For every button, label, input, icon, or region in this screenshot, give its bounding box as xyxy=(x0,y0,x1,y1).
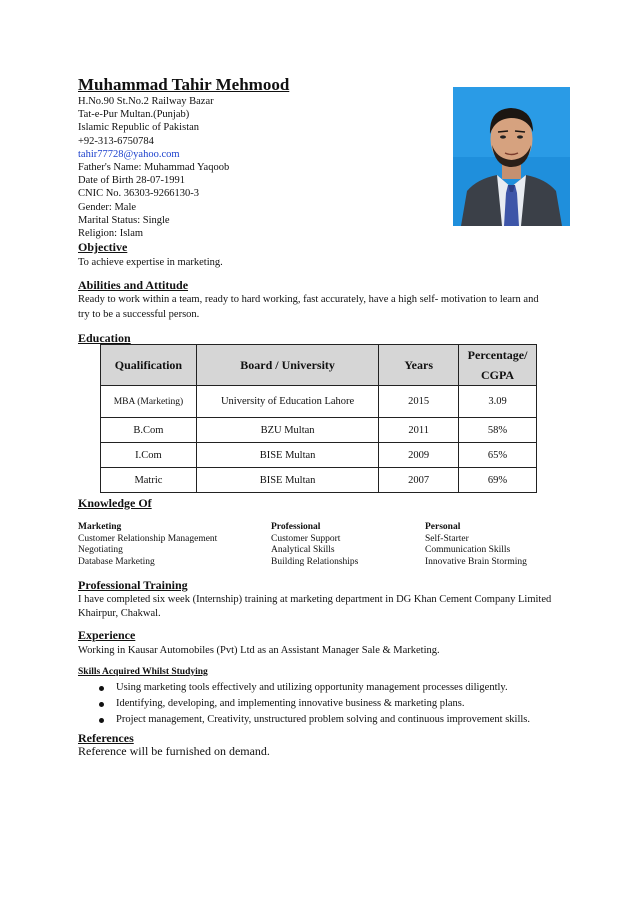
table-row xyxy=(101,443,537,468)
candidate-name: Muhammad Tahir Mehmood xyxy=(78,75,290,94)
list-item: Customer Relationship Management xyxy=(78,533,218,544)
training-line-1: I have completed six week (Internship) training at marketing department in DG Khan Cement Company Limited xyxy=(78,594,552,605)
table-row xyxy=(101,386,537,418)
skills-heading: Skills Acquired Whilst Studying xyxy=(78,667,208,677)
cell-year: 2009 xyxy=(379,443,459,468)
cell-score: 58% xyxy=(459,418,537,443)
skill-text: Project management, Creativity, unstructured problem solving and continuous improvement skills. xyxy=(116,714,530,725)
list-item: Database Marketing xyxy=(78,556,155,567)
list-item: Analytical Skills xyxy=(271,545,335,555)
cell-qualification: MBA (Marketing) xyxy=(101,386,197,418)
email-link[interactable]: tahir77728@yahoo.com xyxy=(78,148,180,160)
cell-board: BZU Multan xyxy=(196,418,378,443)
col-percentage-line-1: Percentage/ xyxy=(467,348,528,362)
knowledge-professional-title: Professional xyxy=(271,522,321,532)
education-heading: Education xyxy=(78,331,131,345)
training-heading: Professional Training xyxy=(78,578,188,592)
skill-text: Identifying, developing, and implementing innovative business & marketing plans. xyxy=(116,698,465,709)
bullet-icon xyxy=(99,718,104,723)
list-item: Customer Support xyxy=(271,533,341,544)
experience-heading: Experience xyxy=(78,628,136,642)
skill-text: Using marketing tools effectively and utilizing opportunity management processes diligently. xyxy=(116,682,508,693)
religion: Religion: Islam xyxy=(78,228,144,240)
list-item: Self-Starter xyxy=(425,533,469,544)
references-heading: References xyxy=(78,731,134,745)
col-qualification: Qualification xyxy=(101,345,197,386)
country: Islamic Republic of Pakistan xyxy=(78,122,200,134)
cell-score: 69% xyxy=(459,468,537,493)
list-item: Innovative Brain Storming xyxy=(425,556,527,567)
bullet-icon xyxy=(99,686,104,691)
profile-photo xyxy=(453,87,570,226)
date-of-birth: Date of Birth 28-07-1991 xyxy=(78,175,186,187)
list-item: Negotiating xyxy=(78,545,123,555)
objective-text: To achieve expertise in marketing. xyxy=(78,257,223,268)
address-line-2: Tat-e-Pur Multan.(Punjab) xyxy=(78,109,190,121)
gender: Gender: Male xyxy=(78,201,137,213)
table-header-row xyxy=(101,345,537,386)
cell-board: BISE Multan xyxy=(196,468,378,493)
objective-heading: Objective xyxy=(78,240,128,254)
knowledge-personal-title: Personal xyxy=(425,522,461,532)
col-years: Years xyxy=(379,345,459,386)
col-board: Board / University xyxy=(196,345,378,386)
list-item: Communication Skills xyxy=(425,545,511,555)
col-percentage xyxy=(459,345,537,386)
training-line-2: Khairpur, Chakwal. xyxy=(78,608,161,619)
cell-board: BISE Multan xyxy=(196,443,378,468)
cell-year: 2007 xyxy=(379,468,459,493)
cell-year: 2011 xyxy=(379,418,459,443)
cell-qualification: I.Com xyxy=(101,443,197,468)
knowledge-professional xyxy=(271,522,358,568)
address-line-1: H.No.90 St.No.2 Railway Bazar xyxy=(78,96,214,107)
abilities-line-2: try to be a successful person. xyxy=(78,309,200,320)
list-item: Building Relationships xyxy=(271,556,359,567)
list-item xyxy=(99,712,530,728)
cell-score: 3.09 xyxy=(459,386,537,418)
cell-qualification: Matric xyxy=(101,468,197,493)
knowledge-marketing xyxy=(78,522,217,568)
cell-qualification: B.Com xyxy=(101,418,197,443)
skills-list xyxy=(99,680,530,728)
table-row xyxy=(101,468,537,493)
references-text: Reference will be furnished on demand. xyxy=(78,744,270,758)
knowledge-heading: Knowledge Of xyxy=(78,496,152,510)
cell-score: 65% xyxy=(459,443,537,468)
phone: +92-313-6750784 xyxy=(78,135,154,147)
cnic: CNIC No. 36303-9266130-3 xyxy=(78,188,200,200)
abilities-line-1: Ready to work within a team, ready to hard working, fast accurately, have a high self- motivation to learn and xyxy=(78,294,539,305)
abilities-heading: Abilities and Attitude xyxy=(78,278,189,292)
list-item xyxy=(99,680,530,696)
knowledge-marketing-title: Marketing xyxy=(78,522,122,532)
list-item xyxy=(99,696,530,712)
marital-status: Marital Status: Single xyxy=(78,214,170,226)
education-table xyxy=(100,344,537,493)
cell-year: 2015 xyxy=(379,386,459,418)
father-name: Father's Name: Muhammad Yaqoob xyxy=(78,162,230,174)
knowledge-personal xyxy=(425,522,527,568)
bullet-icon xyxy=(99,702,104,707)
table-row xyxy=(101,418,537,443)
cell-board: University of Education Lahore xyxy=(196,386,378,418)
experience-text: Working in Kausar Automobiles (Pvt) Ltd as an Assistant Manager Sale & Marketing. xyxy=(78,645,440,656)
contact-block xyxy=(78,95,229,240)
col-percentage-line-2: CGPA xyxy=(480,368,515,382)
